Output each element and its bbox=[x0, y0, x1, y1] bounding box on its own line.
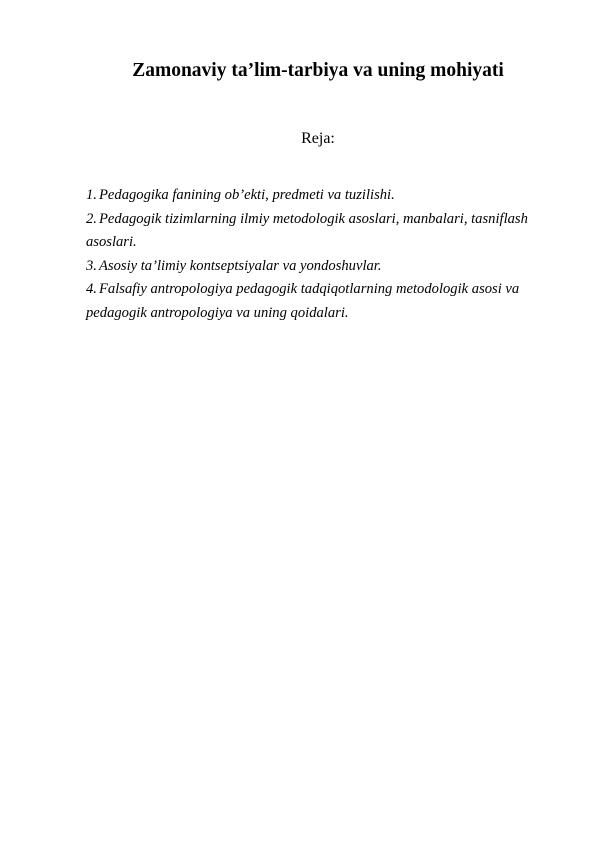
plan-item bbox=[86, 208, 556, 255]
plan-item-text: Pedagogika fanining ob’ekti, predmeti va tuzilishi. bbox=[99, 187, 395, 203]
plan-item bbox=[86, 184, 556, 208]
plan-heading: Reja: bbox=[301, 130, 335, 147]
plan-item-number: 3. bbox=[86, 257, 97, 274]
plan-item-text: Falsafiy antropologiya pedagogik tadqiqotlarning metodologik asosi va pedagogik antropologiya va uning qoidalari. bbox=[86, 281, 520, 321]
plan-item-text: Asosiy ta’limiy kontseptsiyalar va yondoshuvlar. bbox=[99, 257, 382, 274]
plan-list bbox=[86, 184, 556, 325]
plan-item-text: Pedagogik tizimlarning ilmiy metodologik asoslari, manbalari, tasniflash asoslari. bbox=[86, 210, 528, 250]
plan-item-number: 1. bbox=[86, 187, 97, 203]
plan-item bbox=[86, 255, 556, 279]
plan-item-number: 4. bbox=[86, 281, 97, 297]
plan-item-number: 2. bbox=[86, 210, 97, 227]
document-title: Zamonaviy ta’lim-tarbiya va uning mohiyati bbox=[132, 60, 504, 81]
plan-item bbox=[86, 278, 556, 325]
